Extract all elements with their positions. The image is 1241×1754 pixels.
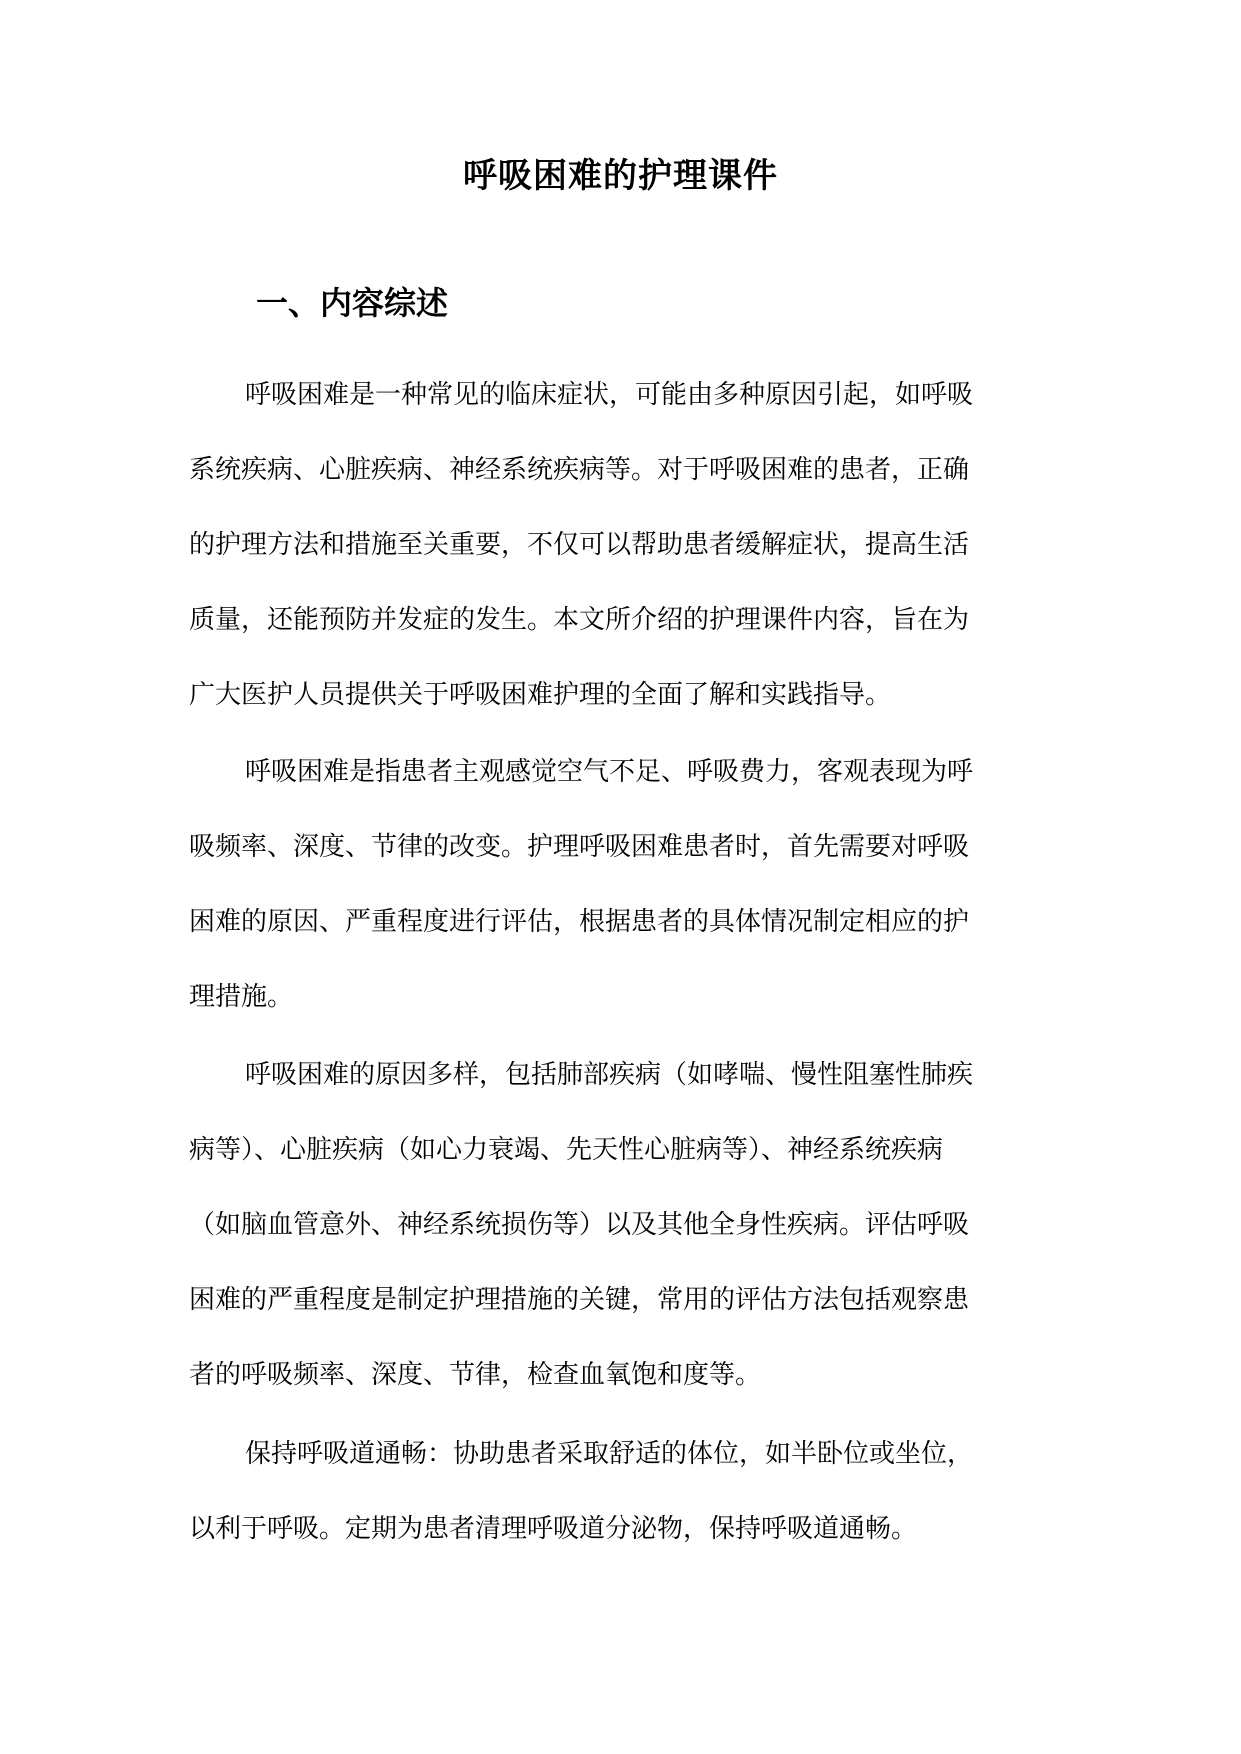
paragraph-line: 系统疾病、心脏疾病、神经系统疾病等。对于呼吸困难的患者，正确 — [189, 455, 970, 485]
paragraph-line: 困难的原因、严重程度进行评估，根据患者的具体情况制定相应的护 — [189, 907, 970, 937]
paragraph-line: 病等）、心脏疾病（如心力衰竭、先天性心脏病等）、神经系统疾病 — [189, 1135, 944, 1165]
paragraph-line: （如脑血管意外、神经系统损伤等）以及其他全身性疾病。评估呼吸 — [189, 1210, 970, 1240]
paragraph-line: 吸频率、深度、节律的改变。护理呼吸困难患者时，首先需要对呼吸 — [189, 832, 970, 862]
paragraph-line: 以利于呼吸。定期为患者清理呼吸道分泌物，保持呼吸道通畅。 — [189, 1514, 918, 1544]
document-title: 呼吸困难的护理课件 — [463, 156, 778, 196]
paragraph-airway — [189, 1417, 1059, 1567]
paragraph-overview — [189, 358, 1059, 733]
paragraph-line: 广大医护人员提供关于呼吸困难护理的全面了解和实践指导。 — [189, 680, 892, 710]
paragraph-line: 呼吸困难是指患者主观感觉空气不足、呼吸费力，客观表现为呼 — [245, 757, 974, 787]
paragraph-line: 保持呼吸道通畅：协助患者采取舒适的体位，如半卧位或坐位， — [245, 1439, 974, 1469]
section-heading: 一、内容综述 — [256, 284, 449, 322]
paragraph-line: 呼吸困难的原因多样，包括肺部疾病（如哮喘、慢性阻塞性肺疾 — [245, 1060, 974, 1090]
paragraph-line: 质量，还能预防并发症的发生。本文所介绍的护理课件内容，旨在为 — [189, 605, 970, 635]
paragraph-line: 者的呼吸频率、深度、节律，检查血氧饱和度等。 — [189, 1360, 762, 1390]
paragraph-line: 困难的严重程度是制定护理措施的关键，常用的评估方法包括观察患 — [189, 1285, 970, 1315]
paragraph-causes — [189, 1038, 1059, 1413]
paragraph-line: 理措施。 — [189, 982, 294, 1012]
paragraph-definition — [189, 735, 1059, 1035]
paragraph-line: 的护理方法和措施至关重要，不仅可以帮助患者缓解症状，提高生活 — [189, 530, 970, 560]
paragraph-line: 呼吸困难是一种常见的临床症状，可能由多种原因引起，如呼吸 — [245, 380, 974, 410]
